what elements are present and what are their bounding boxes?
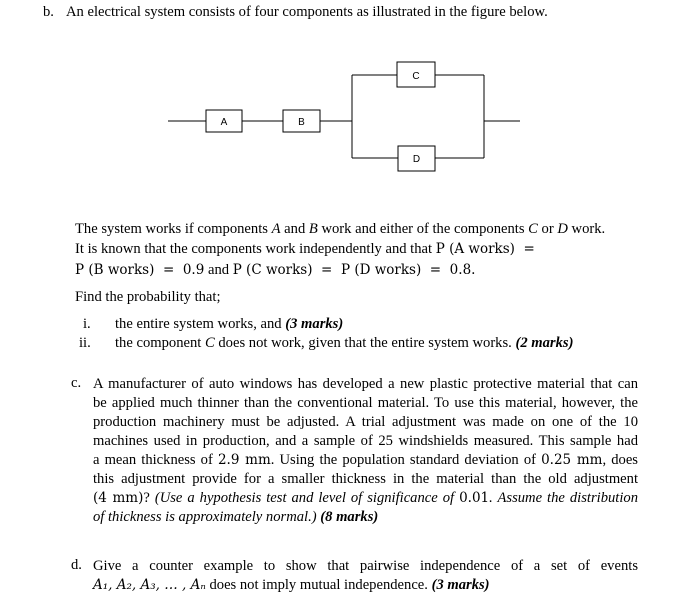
item-ii-num: ii. xyxy=(79,335,91,351)
math-expr: (4 mm) xyxy=(93,490,144,506)
c-line-4: machines used in production, and a sample of 25 windshields measured. This sample had xyxy=(93,433,638,449)
italic-text: . Assume the distribution xyxy=(489,490,638,506)
part-d-label: d. xyxy=(71,557,82,573)
item-i-text xyxy=(115,316,343,333)
c-line-2: be applied much thinner than the conventional material. To use this material, however, the xyxy=(93,395,638,411)
text: and xyxy=(204,262,233,278)
part-b-intro: An electrical system consists of four components as illustrated in the figure below. xyxy=(66,4,548,20)
b-find-line: Find the probability that; xyxy=(75,289,221,305)
italic-text: (Use a hypothesis test and level of significance of xyxy=(154,490,460,506)
item-i-num: i. xyxy=(83,316,91,332)
component-label-a: A xyxy=(220,117,228,128)
c-line-5 xyxy=(93,451,638,470)
c-line-3: production machinery must be adjusted. A trial adjustment was made on one of the 10 xyxy=(93,414,638,430)
italic-text: of thickness is approximately normal.) xyxy=(93,509,317,525)
part-b-label: b. xyxy=(43,4,54,20)
c-line-6: this adjustment provide for a smaller thickness in the material than the old adjustment xyxy=(93,471,638,487)
component-label-b: B xyxy=(298,117,305,128)
marks: (3 marks) xyxy=(285,316,344,332)
text: The system works if components xyxy=(75,221,272,237)
text: a mean thickness of xyxy=(93,452,218,468)
math-expr: A₁, A₂, A₃, … , Aₙ xyxy=(93,577,206,593)
text: the entire system works, and xyxy=(115,316,286,332)
text: . Using the population standard deviation of xyxy=(270,452,542,468)
marks: (2 marks) xyxy=(515,335,574,351)
var-b: B xyxy=(308,221,318,237)
text: or xyxy=(537,221,558,237)
b-line-3 xyxy=(75,262,475,279)
var-c: C xyxy=(204,335,215,351)
b-line-1 xyxy=(75,221,605,238)
math-expr: 0.01 xyxy=(459,490,490,506)
c-line-8 xyxy=(93,508,638,527)
item-ii-text xyxy=(115,335,573,352)
text: work and either of the components xyxy=(317,221,529,237)
var-c: C xyxy=(528,221,538,237)
text: does not imply mutual independence. xyxy=(205,577,432,593)
text: the component xyxy=(115,335,205,351)
part-c-label: c. xyxy=(71,375,82,391)
c-line-1: A manufacturer of auto windows has developed a new plastic protective material that can xyxy=(93,376,638,392)
text: and xyxy=(280,221,309,237)
text: does not work, given that the entire system works. xyxy=(214,335,516,351)
b-line-2 xyxy=(75,241,535,258)
marks: (3 marks) xyxy=(431,577,490,593)
marks: (8 marks) xyxy=(316,509,379,525)
text: work. xyxy=(567,221,606,237)
circuit-diagram xyxy=(0,0,688,210)
math-expr: 2.9 mm xyxy=(217,452,271,468)
var-d: D xyxy=(557,221,568,237)
d-line-2 xyxy=(93,576,638,595)
component-label-c: C xyxy=(412,71,420,82)
c-line-7 xyxy=(93,489,638,508)
math-expr: P (B works) = 0.9 xyxy=(75,262,205,278)
var-a: A xyxy=(271,221,281,237)
part-d-body xyxy=(93,557,638,595)
d-line-1: Give a counter example to show that pairwise independence of a set of events xyxy=(93,558,638,574)
text: It is known that the components work independently and that xyxy=(75,241,436,257)
text: ? xyxy=(143,490,155,506)
text: , does xyxy=(602,452,638,468)
math-expr: P (A works) = xyxy=(435,241,535,257)
part-c-body xyxy=(93,375,638,527)
math-expr: P (C works) = P (D works) = 0.8. xyxy=(232,262,476,278)
component-label-d: D xyxy=(412,154,421,165)
math-expr: 0.25 mm xyxy=(541,452,603,468)
